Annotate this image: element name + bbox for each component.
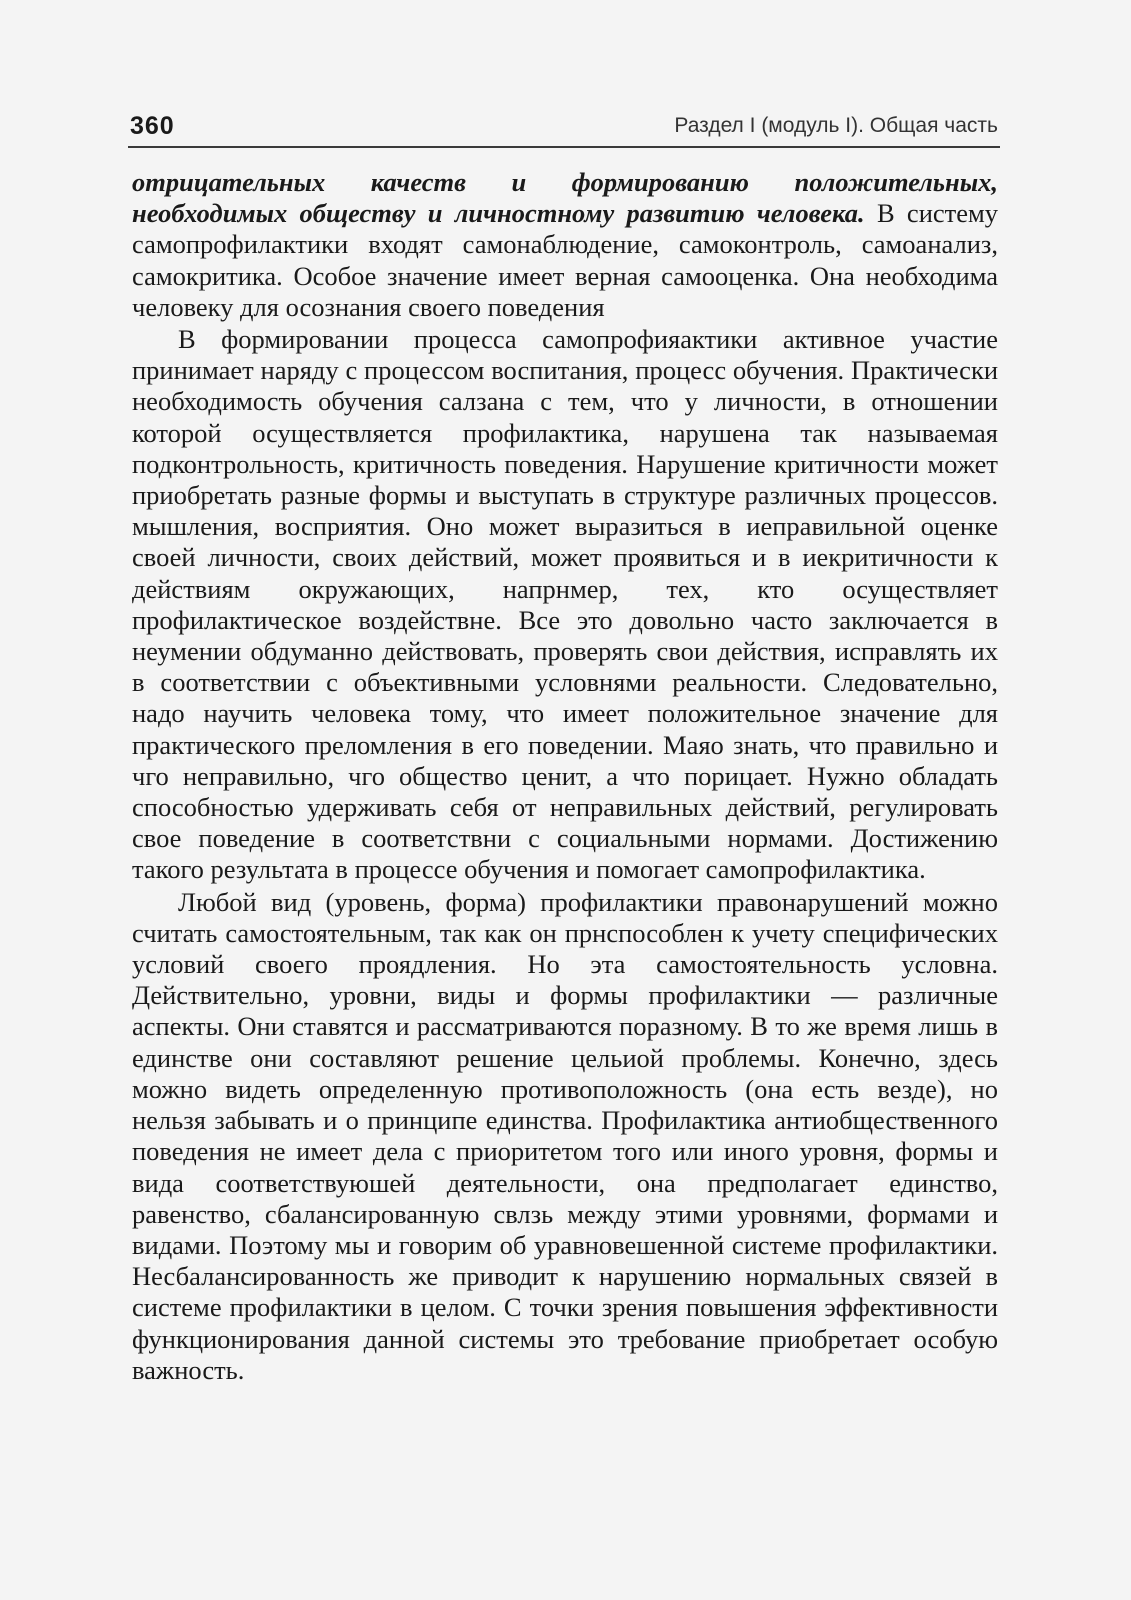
paragraph-3: Любой вид (уровень, форма) профилактики правонарушений можно считать самостоятельным, так как он прнспособлен к учету специфических условий своего проядления. Но эта самостоятельность условна. Действительно, уровни, виды и формы профилактики — различные аспекты. Они ставятся и рассматриваются поразному. В то же время лишь в единстве они составляют решение цельиой проблемы. Конечно, здесь можно видеть определенную противоположность (она есть везде), но нельзя забывать и о принципе единства. Профилактика антиобщественного поведения не имеет дела с приоритетом того или иного уровня, формы и вида соответствуюшей деятельности, она предполагает единство, равенство, сбалансированную свлзь между этими уровнями, формами и видами. Поэтому мы и говорим об уравновешенной системе профилактики. Несбалансированность же приводит к нарушению нормальных связей в системе профилактики в целом. С точки зрения повышения эффективности функционирования данной системы это требование приобретает особую важность. [132,886,998,1385]
emphasized-text: отрицательных качеств и формированию положительных, необходимых обществу и личностному развитию человека. [132,167,998,229]
running-head: Раздел I (модуль I). Общая часть [674,114,998,137]
paragraph-2: В формировании процесса самопрофияактики активное участие принимает наряду с процессом воспитания, процесс обучения. Практически необходимость обучения салзана с тем, что у личности, в отношении которой осуществляется профилактика, нарушена так называемая подконтрольность, критичность поведения. Нарушение критичности может приобретать разные формы и выступать в структуре различных процессов. мышления, восприятия. Оно может выразиться в иеправильной оценке своей личности, своих действий, может проявиться и в иекритичности к действиям окружающих, напрнмер, тех, кто осуществляет профилактическое воздействне. Все это довольно часто заключается в неумении обдуманно действовать, проверять свои действия, исправлять их в соответствии с объективными условнями реальности. Следовательно, надо научить человека тому, что имеет положительное значение для практического преломления в его поведении. Маяо знать, что правильно и чго неправильно, чго общество ценит, а что порицает. Нужно обладать способностью удерживать себя от неправильных действий, регулировать свое поведение в соответствни с социальными нормами. Достижению такого результата в процессе обучения и помогает самопрофилактика. [132,324,998,885]
body-text [132,167,998,1387]
page-header [128,108,1000,148]
paragraph-1 [132,167,998,323]
page-number: 360 [130,112,175,140]
paragraph-text: В систему самопрофилактики входят самонаблюдение, самоконтроль, самоанализ, самокритика. Особое значение имеет верная самооценка. Она необходима человеку для осознания своего поведения [132,198,998,322]
